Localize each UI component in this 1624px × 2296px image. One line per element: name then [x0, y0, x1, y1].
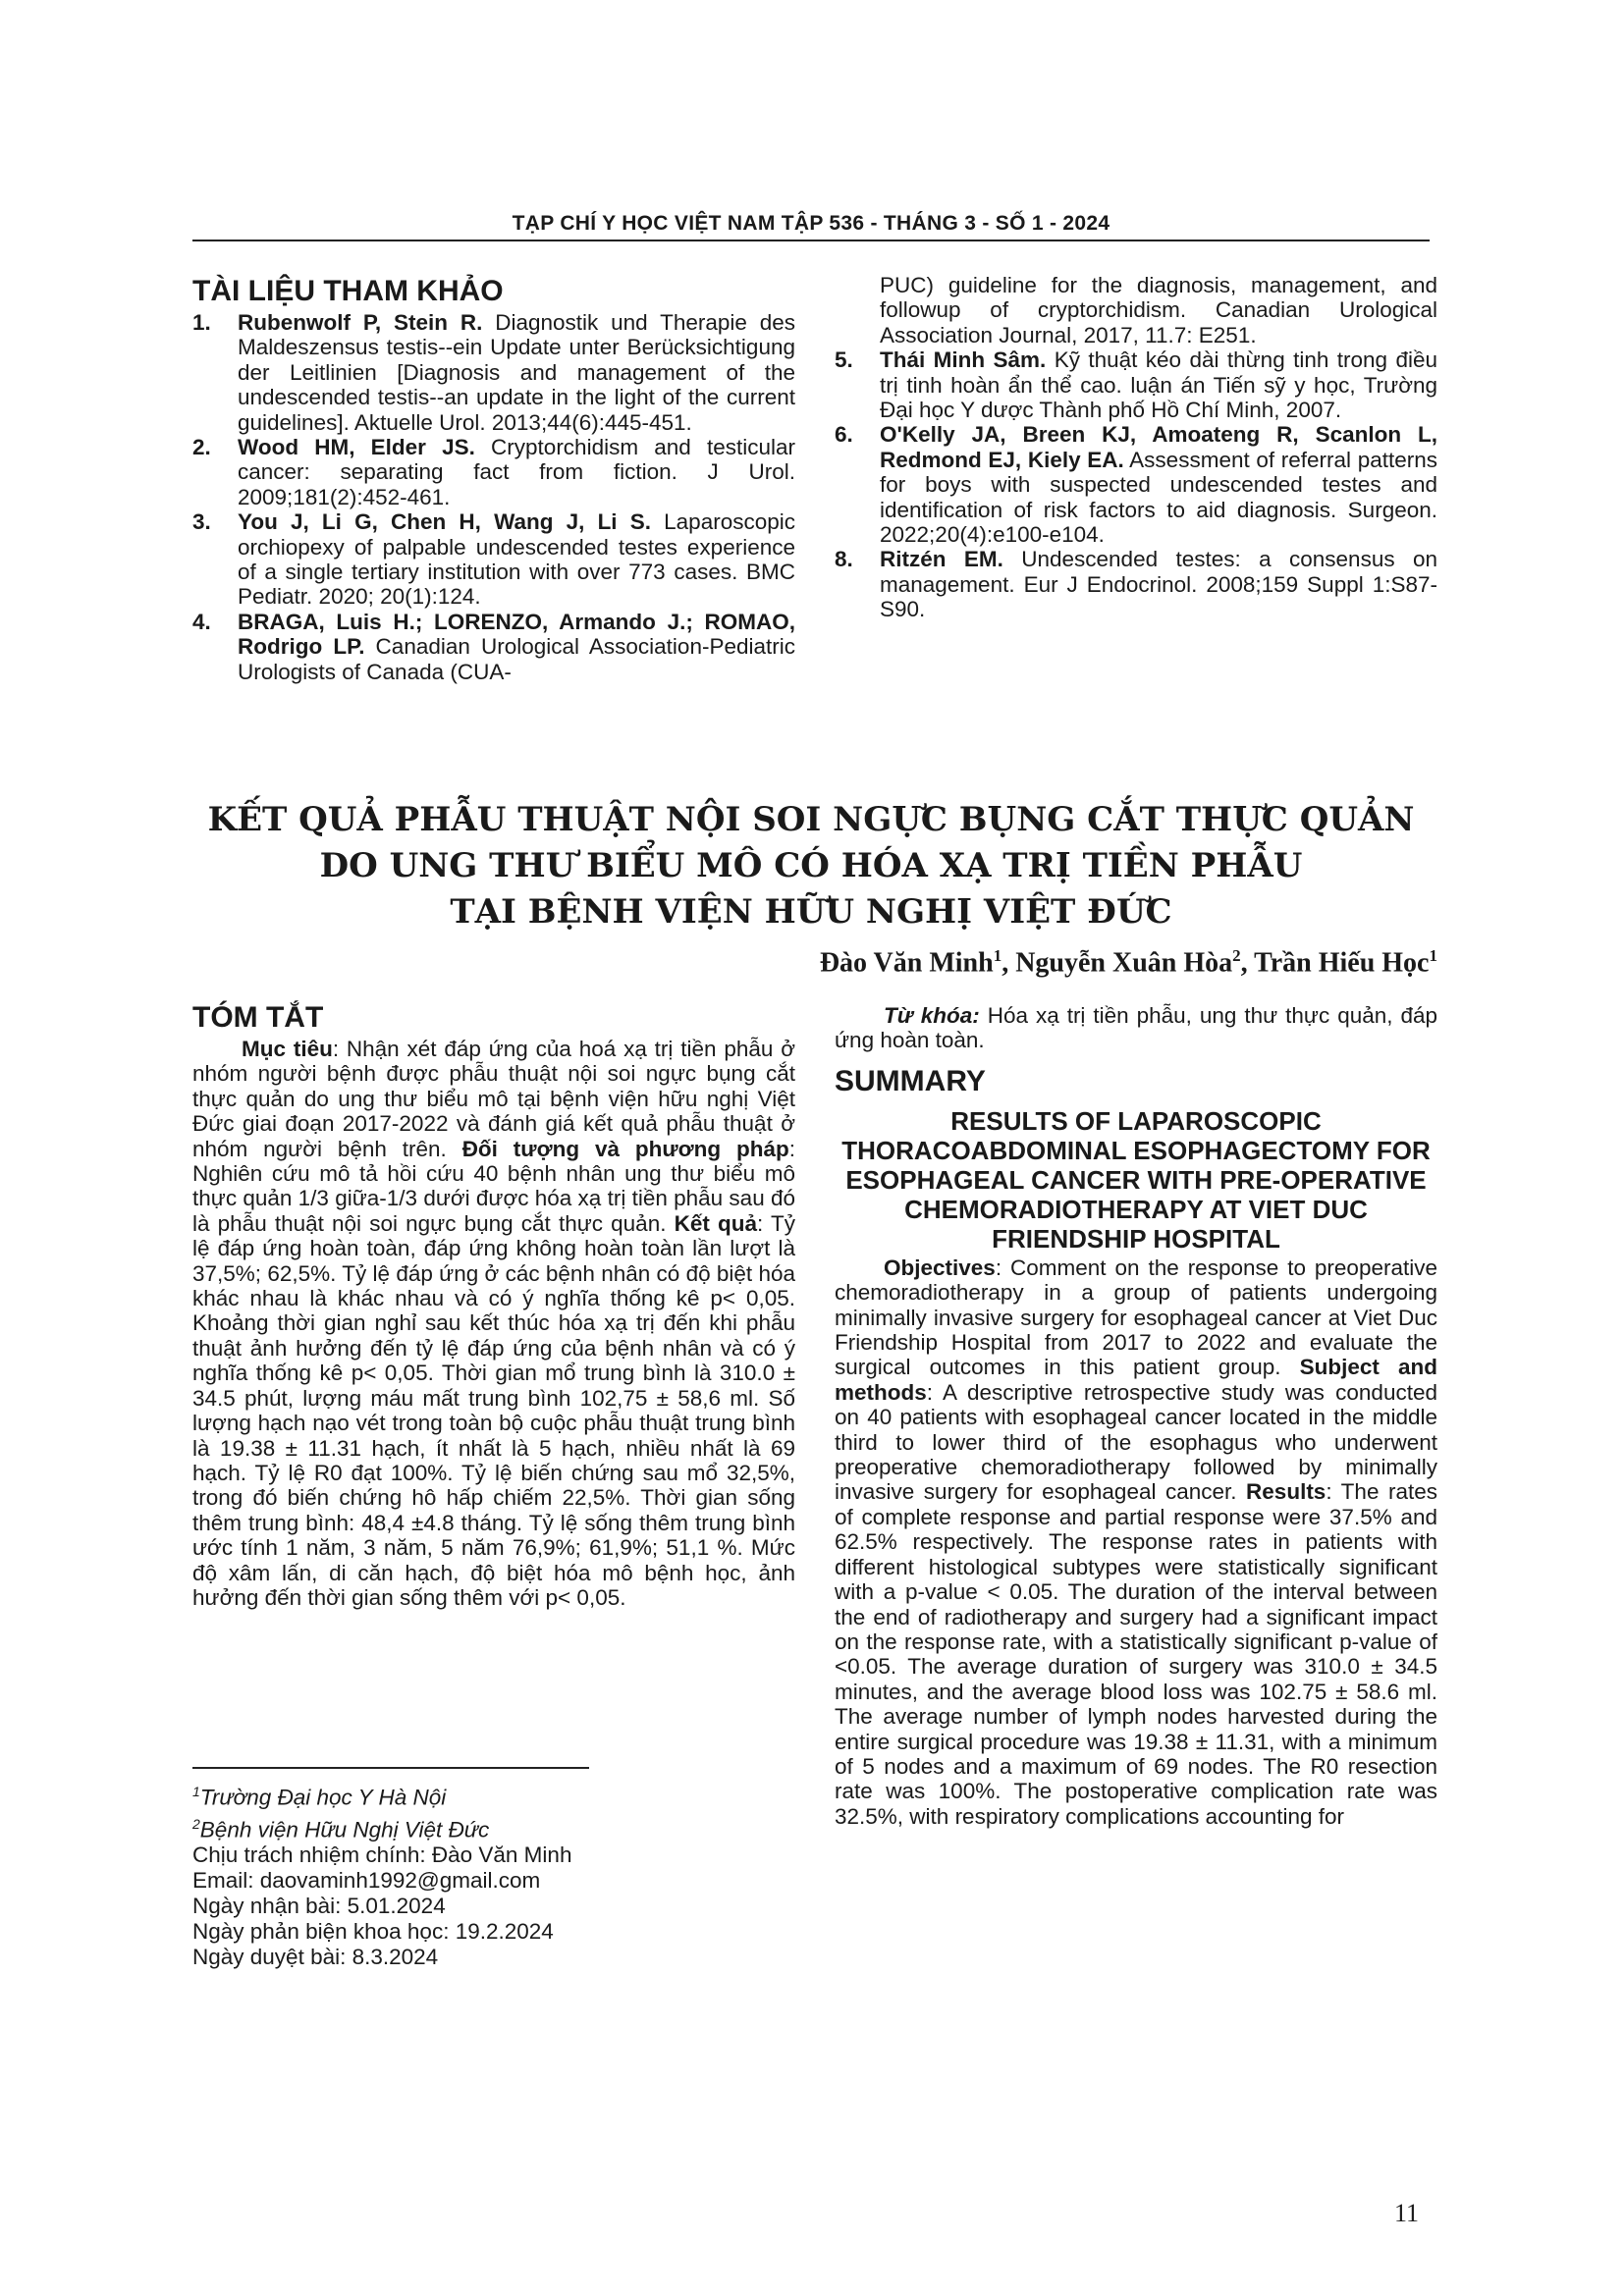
reference-item — [192, 509, 795, 610]
reference-number: 4. — [192, 609, 211, 634]
reference-item — [192, 310, 795, 435]
article-title-line: KẾT QUẢ PHẪU THUẬT NỘI SOI NGỰC BỤNG CẮT THỰC QUẢN — [207, 800, 1415, 839]
footnotes — [192, 1779, 795, 1970]
abstract-vi-column — [192, 1001, 795, 1610]
author-list: Đào Văn Minh$^1$, Nguyễn Xuân Hòa$^2$, Trần Hiếu Học$^1$ — [819, 946, 1437, 979]
reference-text: Cryptorchidism and testicular cancer: separating fact from fiction. J Urol. 2009;181(2):452-461. — [238, 435, 795, 509]
objective-label: Mục tiêu — [242, 1037, 333, 1061]
affiliation-footnote: $^1$Trường Đại học Y Hà Nội — [192, 1784, 447, 1810]
corresponding-author: Chịu trách nhiệm chính: Đào Văn Minh — [192, 1842, 572, 1867]
keywords: Từ khóa: Hóa xạ trị tiền phẫu, ung thư thực quản, đáp ứng hoàn toàn. — [835, 1003, 1437, 1053]
summary-heading: SUMMARY — [835, 1064, 986, 1097]
abstract-vi-paragraph: Mục tiêu: Nhận xét đáp ứng của hoá xạ trị tiền phẫu ở nhóm người bệnh được phẫu thuật nội soi ngực bụng cắt thực quản do ung thư biểu mô tại bệnh viện hữu nghị Việt Đức giai đoạn 2017-2022 và đánh giá kết quả phẫu thuật ở nhóm người bệnh trên. Đối tượng và phương pháp: Nghiên cứu mô tả hồi cứu 40 bệnh nhân ung thư biểu mô thực quản 1/3 giữa-1/3 dưới được hóa xạ trị tiền phẫu sau đó là phẫu thuật nội soi ngực bụng cắt thực quản. Kết quả: Tỷ lệ đáp ứng hoàn toàn, đáp ứng không hoàn toàn lần lượt là 37,5%; 62,5%. Tỷ lệ đáp ứng ở các bệnh nhân có độ biệt hóa khác nhau là khác nhau và có ý nghĩa thống kê p< 0,05. Khoảng thời gian nghỉ sau kết thúc hóa xạ trị đến khi phẫu thuật ảnh hưởng đến tỷ lệ đáp ứng của bệnh nhân và có ý nghĩa thống kê p< 0,05. Thời gian mổ trung bình là 310.0 ± 34.5 phút, lượng máu mất trung bình 102,75 ± 58,6 ml. Số lượng hạch nạo vét trong toàn bộ cuộc phẫu thuật trung bình là 19.38 ± 11.31 hạch, ít nhất là 5 hạch, nhiều nhất là 69 hạch. Tỷ lệ R0 đạt 100%. Tỷ lệ biến chứng sau mổ 32,5%, trong đó biến chứng hô hấp chiếm 22,5%. Thời gian sống thêm trung bình: 48,4 ±4.8 tháng. Tỷ lệ sống thêm trung bình ước tính 1 năm, 3 năm, 5 năm 76,9%; 61,9%; 51,1 %. Mức độ xâm lấn, di căn hạch, độ biệt hóa mô bệnh học, ảnh hưởng đến thời gian sống thêm với p< 0,05. — [192, 1037, 795, 1610]
reference-text: PUC) guideline for the diagnosis, management, and followup of cryptorchidism. Canadian Urological Association Journal, 2017, 11.7: E251. — [880, 273, 1437, 347]
reference-text: Undescended testes: a consensus on management. Eur J Endocrinol. 2008;159 Suppl 1:S87-S90. — [880, 547, 1437, 622]
reference-item — [835, 347, 1437, 422]
author-name: Đào Văn Minh — [819, 947, 994, 979]
author-affiliation: 1 — [993, 946, 1002, 965]
reference-item-continued — [835, 273, 1437, 347]
summary-paragraph: Objectives: Comment on the response to preoperative chemoradiotherapy in a group of patients undergoing minimally invasive surgery for esophageal cancer at Viet Duc Friendship Hospital from 2017 to 2022 and evaluate the surgical outcomes in this patient group. Subject and methods: A descriptive retrospective study was conducted on 40 patients with esophageal cancer located in the middle third to lower third of the esophagus who underwent preoperative chemoradiotherapy followed by minimally invasive surgery for esophageal cancer. Results: The rates of complete response and partial response were 37.5% and 62.5% respectively. The response rates in patients with different histological subtypes were statistically significant with a p-value < 0.05. The duration of the interval between the end of radiotherapy and surgery had a significant impact on the response rate, with a statistically significant p-value of <0.05. The average duration of surgery was 310.0 ± 34.5 minutes, and the average blood loss was 102.75 ± 58.6 ml. The average number of lymph nodes harvested during the entire surgical procedure was 19.38 ± 11.31, with a minimum of 5 nodes and a maximum of 69 nodes. The R0 resection rate was 100%. The postoperative complication rate was 32.5%, with respiratory complications accounting for — [835, 1255, 1437, 1829]
author-name: Nguyễn Xuân Hòa — [1015, 947, 1233, 979]
email: Email: daovaminh1992@gmail.com — [192, 1868, 541, 1893]
author-name: Trần Hiếu Học — [1254, 947, 1430, 979]
methods-label: Đối tượng và phương pháp — [461, 1136, 789, 1161]
reference-authors: BRAGA, Luis H.; LORENZO, Armando J.; ROMAO, Rodrigo LP. — [238, 609, 795, 660]
reference-number: 2. — [192, 435, 211, 460]
author-affiliation: 1 — [1429, 946, 1437, 965]
affiliation-footnote: $^2$Bệnh viện Hữu Nghị Việt Đức — [192, 1815, 490, 1842]
accepted-date: Ngày duyệt bài: 8.3.2024 — [192, 1945, 439, 1969]
methods-label: Subject and methods — [835, 1355, 1437, 1405]
review-date: Ngày phản biện khoa học: 19.2.2024 — [192, 1919, 554, 1944]
abstract-heading: TÓM TẮT — [192, 1001, 324, 1034]
references-heading: TÀI LIỆU THAM KHẢO — [192, 275, 504, 307]
reference-number: 6. — [835, 422, 853, 448]
reference-authors: You J, Li G, Chen H, Wang J, Li S. — [238, 509, 651, 535]
article-title-line: DO UNG THƯ BIỂU MÔ CÓ HÓA XẠ TRỊ TIỀN PHẪU — [319, 846, 1303, 885]
reference-item — [192, 610, 795, 684]
results-label: Results — [1246, 1479, 1326, 1505]
results-label: Kết quả — [674, 1210, 758, 1236]
reference-text: Kỹ thuật kéo dài thừng tinh trong điều trị tinh hoàn ẩn thể cao. luận án Tiến sỹ y học, Trường Đại học Y dược Thành phố Hồ Chí Minh, 2007. — [880, 347, 1437, 423]
keywords-label: Từ khóa: — [884, 1003, 980, 1028]
journal-header: TẠP CHÍ Y HỌC VIỆT NAM TẬP 536 - THÁNG 3 - SỐ 1 - 2024 — [512, 212, 1110, 235]
reference-number: 3. — [192, 509, 211, 535]
article-title — [192, 797, 1430, 935]
reference-item — [192, 435, 795, 509]
summary-title: RESULTS OF LAPAROSCOPIC THORACOABDOMINAL ESOPHAGECTOMY FOR ESOPHAGEAL CANCER WITH PRE-OPERATIVE CHEMORADIOTHERAPY AT VIET DUC FRIENDSHIP HOSPITAL — [841, 1105, 1431, 1254]
reference-authors: Wood HM, Elder JS. — [238, 435, 475, 460]
reference-number: 8. — [835, 547, 853, 572]
reference-text: Canadian Urological Association-Pediatric Urologists of Canada (CUA- — [238, 634, 795, 684]
summary-en-column — [835, 1003, 1437, 1829]
reference-text: Diagnostik und Therapie des Maldeszensus testis--ein Update unter Berücksichtigung der Leitlinien [Diagnosis and management of the undescended testis--an update in the light of the current guidelines]. Aktuelle Urol. 2013;44(6):445-451. — [238, 310, 795, 435]
article-title-line: TẠI BỆNH VIỆN HỮU NGHỊ VIỆT ĐỨC — [450, 892, 1172, 932]
references-right-column — [835, 273, 1437, 622]
reference-text: Laparoscopic orchiopexy of palpable undescended testes experience of a single tertiary institution with over 773 cases. BMC Pediatr. 2020; 20(1):124. — [238, 509, 795, 610]
reference-text: Assessment of referral patterns for boys with suspected undescended testes and identification of risk factors to aid diagnosis. Surgeon. 2022;20(4):e100-e104. — [880, 447, 1438, 548]
footnote-rule — [192, 1767, 589, 1769]
reference-number: 5. — [835, 347, 853, 373]
received-date: Ngày nhận bài: 5.01.2024 — [192, 1894, 446, 1918]
header-rule — [192, 240, 1430, 241]
reference-authors: Thái Minh Sâm. — [880, 347, 1047, 373]
author-affiliation: 2 — [1232, 946, 1241, 965]
reference-item — [835, 422, 1437, 547]
reference-item — [835, 547, 1437, 621]
references-left-column — [192, 275, 795, 684]
reference-number: 1. — [192, 310, 211, 335]
reference-authors: Rubenwolf P, Stein R. — [238, 310, 483, 335]
reference-authors: O'Kelly JA, Breen KJ, Amoateng R, Scanlon L, Redmond EJ, Kiely EA. — [880, 422, 1437, 472]
objectives-label: Objectives — [884, 1255, 996, 1280]
reference-authors: Ritzén EM. — [880, 547, 1003, 572]
page-number: 11 — [1394, 2199, 1420, 2227]
